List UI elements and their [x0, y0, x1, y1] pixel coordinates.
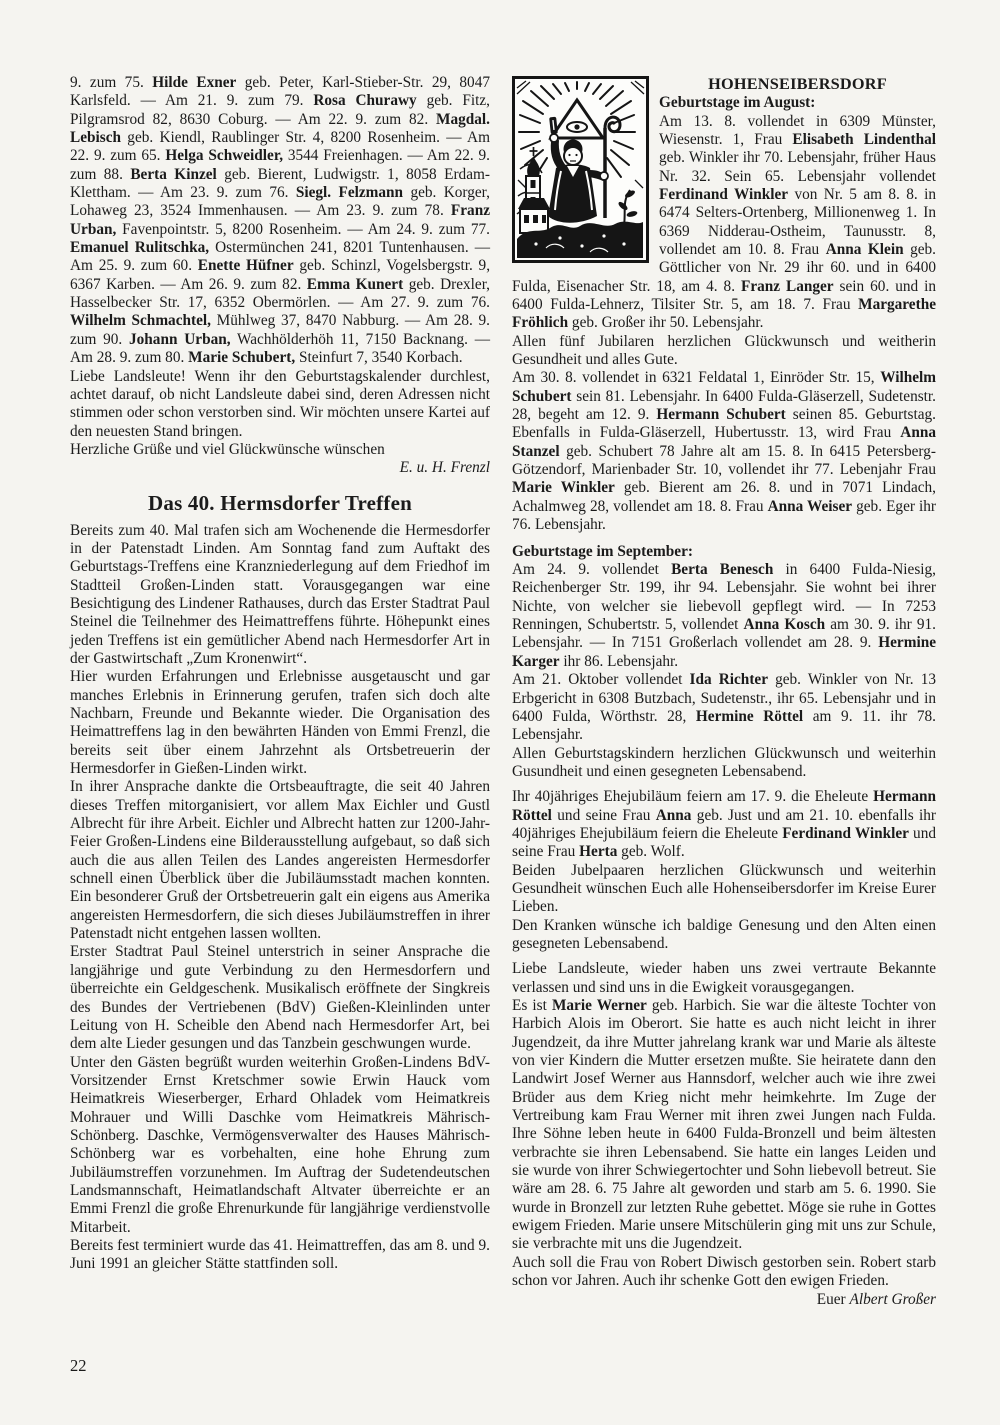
subhead-september: Geburtstage im September: [512, 542, 693, 560]
oktober-p1: Am 21. Oktober vollendet Ida Richter geb. Winkler von Nr. 13 Erbgericht in 6308 Butzbach, Sudetenstr., ihr 65. Lebensjahr und in 6400 Fulda, Wörthstr. 28, Hermine Röttel am 9. 11. ihr 78. Lebensjahr. [512, 671, 937, 744]
woodcut-svg [512, 76, 649, 263]
august-p1: Am 13. 8. vollendet in 6309 Münster, Wiesenstr. 1, Frau Elisabeth Lindenthal geb. Winkler ihr 70. Lebensjahr, früher Haus Nr. 32. Sein 65. Lebensjahr vollendet Ferdinand Winkler von Nr. 5 am 8. 8. in 6474 Selters-Ortenberg, Millionenweg 1. In 6369 Nidderau-Ostheim, Taunusstr. 8, vollendet am 10. 8. Frau Anna Klein geb. Göttlicher von Nr. 29 ihr 60. und in 6400 Fulda, Eisenacher Str. 18, am 4. 8. Franz Langer sein 60. und in 6400 Fulda-Lehnerz, Tilsiter Str. 5, am 18. 7. Frau Margarethe Fröhlich geb. Großer ihr 50. Lebensjahr. [512, 112, 937, 332]
section-title-hohenseibersdorf: HOHENSEIBERSDORF [708, 74, 887, 93]
article-p2: Hier wurden Erfahrungen und Erlebnisse ausgetauscht und gar manches Erlebnis in Erinnerung gerufen, trafen sich doch alte Nachbarn, Freunde und Bekannte wieder. Die Organisation des Heimattreffens lag in den bewährten Händen von Emmi Frenzl, die bereits seit über einem Jahrzehnt als Ortsbetreuerin der Hermesdorfer in Gießen-Linden wirkt. [70, 668, 490, 778]
article-p3: In ihrer Ansprache dankte die Ortsbeauftragte, die seit 40 Jahren dieses Treffen mitorganisiert, vor allem Max Eichler und Gustl Albrecht für ihre Arbeit. Eichler und Albrecht hatten zur 1200-Jahr-Feier Großen-Lindens eine Bilderausstellung aufgebaut, so daß sich auch die aus allen Teilen des Landes angereisten Hermesdorfer schnell einen Überblick über die Jubiläumsstadt machen konnten. Ein besonderer Gruß der Ortsbetreuerin galt ein eigens aus Amerika angereisten Hermesdorfern, die sich dieses Jubiläumstreffen in ihrer Patenstadt nicht entgehen lassen wollten. [70, 778, 490, 943]
kranken-wishes: Den Kranken wünsche ich baldige Genesung und den Alten einen gesegneten Lebensabend. [512, 916, 936, 952]
signature-frenzl: E. u. H. Frenzl [399, 459, 490, 477]
right-column [512, 74, 936, 1309]
para-kartei-hinweis: Liebe Landsleute! Wenn ihr den Geburtstagskalender durchlest, achtet darauf, ob nicht Landsleute dabei sind, deren Adressen nicht stimmen oder schon verstorben sind. Wir möchten unsere Kartei auf den neuesten Stand bringen. [70, 367, 490, 440]
obituary-diwisch: Auch soll die Frau von Robert Diwisch gestorben sein. Robert starb schon vor Jahren. Auch ihr schenke Gott den ewigen Frieden. [512, 1253, 936, 1290]
article-p5: Unter den Gästen begrüßt wurden weiterhin Großen-Lindens BdV-Vorsitzender Ernst Kretschmer sowie Erwin Hauck vom Heimatkreis Wieserberger, Erhard Ohladek vom Heimatkreis Mohrauer und Willi Daschke vom Heimatkreis Mährisch-Schönberg. Daschke, Vermögensverwalter des Hauses Mährisch-Schönberg war es vorbehalten, eine hohe Ehrung zum Jubiläumstreffen vorzunehmen. Im Auftrag der Sudetendeutschen Landsmannschaft, Heimatlandschaft Altvater überreichte er an Emmi Frenzl die große Ehrenurkunde für langjährige verdienstvolle Mitarbeit. [70, 1053, 490, 1236]
article-p1: Bereits zum 40. Mal trafen sich am Wochenende die Hermesdorfer in der Patenstadt Linden. Am Sonntag fand zum Auftakt des Geburtstags-Treffens eine Kranzniederlegung auf dem Friedhof im Stadtteil Großen-Linden statt. Vorausgegangen war eine Besichtigung des Lindener Rathauses, durch das Erster Stadtrat Paul Steinel die Teilnehmer des Heimattreffens führte. Höhepunkt eines jeden Treffens ist ein gemütlicher Abend nach Hermesdorfer Art in der Gastwirtschaft „Zum Kronenwirt“. [70, 521, 490, 667]
article-title: Das 40. Hermsdorfer Treffen [148, 490, 412, 515]
page-number: 22 [70, 1356, 87, 1375]
article-p6: Bereits fest terminiert wurde das 41. Heimattreffen, das am 8. und 9. Juni 1991 an gleicher Stätte stattfinden soll. [70, 1236, 490, 1273]
article-p4: Erster Stadtrat Paul Steinel unterstrich in seiner Ansprache die langjährige und gute Verbindung zu den Hermesdorfern und überreichte ein Geldgeschenk. Musikalisch eröffnete der Singkreis des Bundes der Vertriebenen (BdV) Gießen-Kleinlinden unter Leitung von H. Scheible den Abend nach Hermesdorfer Art, bei dem alte Lieder gesungen und das Tanzbein geschwungen wurde. [70, 943, 490, 1053]
subhead-august: Geburtstage im August: [659, 94, 816, 111]
signature-grosser: Euer Albert Großer [816, 1290, 936, 1308]
two-column-layout [70, 74, 936, 1309]
anniversaries: Ihr 40jähriges Ehejubiläum feiern am 17. 9. die Eheleute Hermann Röttel und seine Frau Anna geb. Just und am 21. 10. ebenfalls ihr 40jähriges Ehejubiläum feiern die Eheleute Ferdinand Winkler und seine Frau Herta geb. Wolf. [512, 788, 936, 861]
obituary-marie-werner: Es ist Marie Werner geb. Harbich. Sie war die älteste Tochter von Harbich Alois im Oberort. Sie hatte es auch nicht leicht in ihrer Jugendzeit, da ihre Mutter jahrelang krank war und Marie als älteste von vier Kindern die Mutter ersetzen mußte. Sie heiratete dann den Landwirt Josef Werner aus Hannsdorf, welcher auch wie ihre zwei Brüder aus dem Krieg nicht mehr heimkehrte. Im Zuge der Vertreibung kam Frau Werner mit ihren zwei Jungen nach Fulda. Ihre Söhne leben heute in 6400 Fulda-Bronzell und beim ältesten verbrachte sie ihren Lebensabend. Sie hatte ein langes Leiden und sie wurde von ihrer Schwiegertochter und Sohn liebevoll betreut. Sie wäre am 28. 6. 75 Jahre alt geworden und starb am 5. 6. 1990. Sie wurde in Bronzell zur letzten Ruhe gebettet. Möge sie ruhe in Gottes ewigem Frieden. Marie unsere Mitschülerin ging mit uns zur Schule, sie verbrachte mit uns die Jugendzeit. [512, 997, 936, 1253]
para-gruesse: Herzliche Grüße und viel Glückwünsche wünschen [70, 440, 385, 458]
left-column [70, 74, 490, 1309]
august-wishes: Allen fünf Jubilaren herzlichen Glückwunsch und weitherin Gesundheit und alles Gute. [512, 332, 936, 369]
birthday-wishes: Allen Geburtstagskindern herzlichen Glückwunsch und weiterhin Gusundheit und einen gesegneten Lebensabend. [512, 744, 936, 780]
obituary-intro: Liebe Landsleute, wieder haben uns zwei vertraute Bekannte verlassen und sind uns in die Ewigkeit vorausgegangen. [512, 960, 936, 996]
august-p2: Am 30. 8. vollendet in 6321 Feldatal 1, Einröder Str. 15, Wilhelm Schubert sein 81. Lebensjahr. In 6400 Fulda-Gläserzell, Sudetenstr. 28, begeht am 12. 9. Hermann Schubert seinen 85. Geburtstag. Ebenfalls in Fulda-Gläserzell, Hubertusstr. 13, wird Frau Anna Stanzel geb. Schubert 78 Jahre alt am 15. 8. In 6415 Petersberg-Götzendorf, Marienbader Str. 10, vollendet ihr 77. Lebenjahr Frau Marie Winkler geb. Bierent am 26. 8. und in 7071 Lindach, Achalmweg 28, vollendet am 18. 8. Frau Anna Weiser geb. Eger ihr 76. Lebensjahr. [512, 369, 937, 534]
para-birthday-list: 9. zum 75. Hilde Exner geb. Peter, Karl-Stieber-Str. 29, 8047 Karlsfeld. — Am 21. 9. zum 79. Rosa Churawy geb. Fitz, Pilgramsrod 82, 8630 Coburg. — Am 22. 9. zum 82. Magdal. Lebisch geb. Kiendl, Raublinger Str. 4, 8200 Rosenheim. — Am 22. 9. zum 65. Helga Schweidler, 3544 Freienhagen. — Am 22. 9. zum 88. Berta Kinzel geb. Bierent, Ludwigstr. 1, 8058 Erdam-Klettham. — Am 23. 9. zum 76. Siegl. Felzmann geb. Korger, Lohaweg 23, 3524 Immenhausen. — Am 23. 9. zum 78. Franz Urban, Favenpointstr. 5, 8200 Rosenheim. — Am 24. 9. zum 77. Emanuel Rulitschka, Ostermünchen 241, 8201 Tuntenhausen. — Am 25. 9. zum 60. Enette Hüfner geb. Schinzl, Vogelsbergstr. 9, 6367 Karben. — Am 26. 9. zum 82. Emma Kunert geb. Drexler, Hasselbecker Str. 17, 6352 Obermörlen. — Am 27. 9. zum 76. Wilhelm Schmachtel, Mühlweg 37, 8470 Nabburg. — Am 28. 9. zum 90. Johann Urban, Wachhölderhöh 11, 7150 Backnang. — Am 28. 9. zum 80. Marie Schubert, Steinfurt 7, 3540 Korbach. [70, 74, 491, 367]
september-p1: Am 24. 9. vollendet Berta Benesch in 6400 Fulda-Niesig, Reichenberger Str. 199, ihr 94. Lebensjahr. Sie wohnt bei ihrer Nichte, von welcher sie liebevoll gepflegt wird. — In 7253 Renningen, Schubertstr. 5, vollendet Anna Kosch am 30. 9. ihr 91. Lebensjahr. — In 7151 Großerlach vollendet am 28. 9. Hermine Karger ihr 86. Lebensjahr. [512, 561, 937, 670]
anniversary-wishes: Beiden Jubelpaaren herzlichen Glückwunsch und weiterhin Gesundheit wünschen Euch alle Hohenseibersdorfer im Kreise Eurer Lieben. [512, 861, 936, 916]
woodcut-illustration [512, 76, 649, 263]
